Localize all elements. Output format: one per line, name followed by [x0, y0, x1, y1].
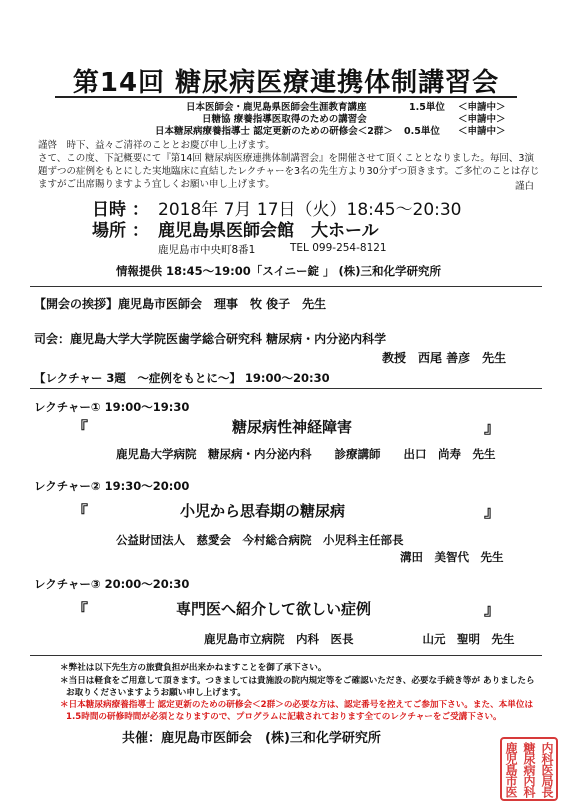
credit-unit-1: 1.5単位 [409, 102, 445, 113]
lecture-1-open-bracket: 『 [72, 418, 89, 437]
lecture-3-label: レクチャー③ 20:00～20:30 [34, 577, 190, 591]
page-title: 第14回 糖尿病医療連携体制講習会 [72, 68, 500, 98]
info-provision: 情報提供 18:45～19:00「スイニー錠 」 (株)三和化学研究所 [116, 264, 442, 278]
organizers: 共催：鹿児島市医師会 (株)三和化学研究所 [122, 731, 381, 746]
lecture-1-label: レクチャー① 19:00～19:30 [34, 400, 190, 414]
address: 鹿児島市中央町8番1 [158, 244, 256, 256]
lectures-header: 【レクチャー 3題 ～症例をもとに～】 19:00～20:30 [34, 371, 330, 385]
closing-word: 謹白 [514, 181, 534, 192]
note-cde-2: 1.5時間の研修時間が必須となりますので、プログラムに記載されております全てのレクチャーをご受講下さい。 [66, 712, 502, 722]
lecture-3-close-bracket: 』 [484, 600, 501, 619]
credit-name-2: 日糖協 療養指導医取得のための講習会 [202, 114, 367, 125]
credit-status-3: ＜申請中＞ [458, 126, 506, 137]
note-meal-2: お取りくださいますようお願い申し上げます。 [66, 688, 246, 698]
note-cde-1: ＊日本糖尿病療養指導士 認定更新のための研修会＜2群＞の必要な方は、認定番号を控えてご参加下さい。また、本単位は [60, 700, 534, 710]
moderator-affiliation: 司会：鹿児島大学大学院医歯学総合研究科 糖尿病・内分泌内科学 [34, 332, 387, 346]
lecture-2-title: 小児から思春期の糖尿病 [180, 502, 346, 520]
lecture-1-title: 糖尿病性神経障害 [232, 418, 353, 436]
seal-text-2: 糖尿病内科 [522, 741, 536, 797]
lecture-2-label: レクチャー② 19:30～20:00 [34, 479, 190, 493]
title-underline [55, 96, 517, 98]
date-label: 日時 ： [92, 200, 149, 220]
lecture-3-title: 専門医へ紹介して欲しい症例 [176, 600, 372, 618]
red-seal-stamp [500, 737, 558, 801]
lecture-2-speaker-name: 溝田 美智代 先生 [400, 550, 504, 564]
lecture-2-speaker-affiliation: 公益財団法人 慈愛会 今村総合病院 小児科主任部長 [116, 533, 404, 547]
telephone: TEL 099-254-8121 [290, 242, 387, 254]
date-value: 2018年 7月 17日（火）18:45～20:30 [158, 200, 462, 220]
intro-paragraph: 謹啓 時下、益々ご清祥のこととお慶び申し上げます。 さて、この度、下記概要にて『第14回 糖尿病医療連携体制講習会』を開催させて頂くこととなりました。毎回、3演題ずつの症例をもとにした実地臨床に直結したレクチャーを3名の先生方より30分ずつ頂きます。ご多忙のことは存じますがご出席賜りますよう宜しくお願い申し上げます。 [38, 140, 540, 190]
seal-text-3: 内科医局長 [540, 741, 554, 797]
credit-status-2: ＜申請中＞ [458, 114, 506, 125]
lecture-3-speaker: 鹿児島市立病院 内科 医長 山元 聖明 先生 [204, 632, 515, 646]
moderator-name: 教授 西尾 善彦 先生 [382, 351, 507, 365]
note-meal-1: ＊当日は軽食をご用意して頂きます。つきましては貴施設の院内規定等をご確認いただき、必要な手続き等が ありましたら [60, 676, 535, 686]
credit-unit-3: 0.5単位 [404, 126, 440, 137]
lecture-1-close-bracket: 』 [484, 418, 501, 437]
divider-1 [30, 286, 542, 287]
credit-name-3: 日本糖尿病療養指導士 認定更新のための研修会＜2群＞ [155, 126, 393, 137]
credit-status-1: ＜申請中＞ [458, 102, 506, 113]
lecture-2-open-bracket: 『 [72, 502, 89, 521]
divider-2 [30, 388, 542, 389]
seal-text-1: 鹿児島市医 [504, 741, 518, 797]
lecture-2-close-bracket: 』 [484, 502, 501, 521]
note-travel: ＊弊社は以下先生方の旅費負担が出来かねますことを御了承下さい。 [60, 663, 327, 673]
place-label: 場所 ： [92, 221, 149, 241]
divider-3 [30, 655, 542, 656]
lecture-1-speaker: 鹿児島大学病院 糖尿病・内分泌内科 診療講師 出口 尚寿 先生 [116, 447, 496, 461]
lecture-3-open-bracket: 『 [72, 600, 89, 619]
credit-name-1: 日本医師会・鹿児島県医師会生涯教育講座 [186, 102, 367, 113]
place-value: 鹿児島県医師会館 大ホール [158, 221, 379, 241]
opening-remarks: 【開会の挨拶】鹿児島市医師会 理事 牧 俊子 先生 [34, 297, 327, 311]
